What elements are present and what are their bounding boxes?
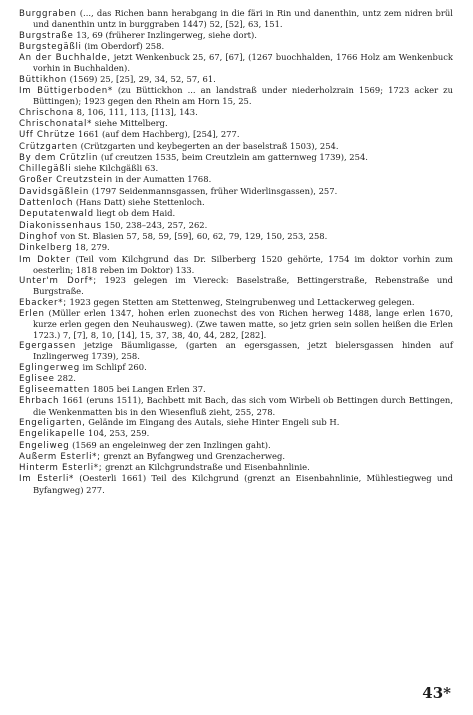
index-entry bbox=[19, 254, 453, 276]
index-entry bbox=[19, 440, 453, 451]
entry-text: Gelände im Eingang des Autals, siehe Hinter Engeli sub H. bbox=[85, 416, 340, 427]
index-entry bbox=[19, 107, 453, 118]
entry-text: jetzt Wenkenbuck 25, 67, [67], (1267 buochhalden, 1766 Holz am Wenkenbuck vorhin in Buchhalden). bbox=[33, 52, 454, 74]
entry-text: siehe Kilchgäßli 63. bbox=[71, 163, 159, 174]
index-entry bbox=[19, 220, 453, 231]
index-entry bbox=[19, 297, 453, 308]
index-entry bbox=[19, 395, 453, 417]
entry-term: Hinterm Esterli*; bbox=[19, 463, 103, 474]
index-entry bbox=[19, 85, 453, 107]
index-entry bbox=[19, 52, 453, 74]
index-entry bbox=[19, 462, 453, 473]
entry-text: 282. bbox=[54, 372, 76, 383]
index-entry bbox=[19, 231, 453, 242]
entry-term: Davidsgäßlein bbox=[19, 186, 90, 197]
index-entry bbox=[19, 186, 453, 197]
index-entry bbox=[19, 417, 453, 428]
entry-term: Uff Chrütze bbox=[19, 130, 76, 141]
index-entry bbox=[19, 141, 453, 152]
index-entry bbox=[19, 340, 453, 362]
index-entry bbox=[19, 308, 453, 340]
entry-text: 18, 279. bbox=[72, 242, 110, 253]
entry-term: Diakonissenhaus bbox=[19, 220, 102, 231]
entry-text: 104, 253, 259. bbox=[85, 428, 150, 439]
entry-term: Ebacker*; bbox=[19, 297, 67, 308]
index-entry bbox=[19, 362, 453, 373]
entry-text: (1569 an engeleinweg der zen Inzlingen gaht). bbox=[69, 439, 271, 450]
entry-text: 1923 gegen Stetten am Stettenweg, Steingrubenweg und Lettackerweg gelegen. bbox=[66, 296, 415, 307]
index-entry bbox=[19, 208, 453, 219]
entry-term: Unter'm Dorf*; bbox=[19, 276, 97, 287]
entry-text: 1923 gelegen im Viereck: Baselstraße, Bettingerstraße, Rebenstraße und Burgstraße. bbox=[33, 275, 454, 297]
entry-text: grenzt an Kilchgrundstraße und Eisenbahnlinie. bbox=[102, 462, 310, 473]
entry-term: By dem Crützlin bbox=[19, 152, 99, 163]
entry-term: Egergassen bbox=[19, 340, 76, 351]
entry-text: im Schlipf 260. bbox=[79, 361, 147, 372]
entry-term: Burgstraße bbox=[19, 30, 74, 41]
entry-text: von St. Blasien 57, 58, 59, [59], 60, 62, 79, 129, 150, 253, 258. bbox=[57, 230, 328, 241]
entry-term: Deputatenwald bbox=[19, 209, 94, 220]
entry-text: 8, 106, 111, 113, [113], 143. bbox=[74, 106, 198, 117]
entry-text: in der Aumatten 1768. bbox=[112, 174, 212, 185]
entry-text: (..., das Richen bann herabgang in die färi in Rin und danenthin, untz zem nidren brül und danenthin untz in burggraben 1447) 52, [52], 63, 151. bbox=[33, 8, 453, 30]
index-entry-list bbox=[19, 8, 453, 495]
index-entry bbox=[19, 242, 453, 253]
entry-text: (uf creutzen 1535, beim Creutzlein am gatternweg 1739), 254. bbox=[98, 151, 368, 162]
entry-text: (1569) 25, [25], 29, 34, 52, 57, 61. bbox=[66, 73, 216, 84]
index-entry bbox=[19, 74, 453, 85]
index-entry bbox=[19, 197, 453, 208]
entry-text: (zu Büttickhon ... an landstraß under niederholzrain 1569; 1723 acker zu Büttingen); 1923 gegen den Rhein am Horn 15, 25. bbox=[33, 85, 453, 107]
index-entry bbox=[19, 163, 453, 174]
index-entry bbox=[19, 8, 453, 30]
index-entry bbox=[19, 428, 453, 439]
entry-text: (Oesterli 1661) Teil des Kilchgrund (grenzt an Eisenbahnlinie, Mühlestiegweg und Byfangweg) 277. bbox=[33, 473, 453, 495]
index-entry bbox=[19, 118, 453, 129]
index-entry bbox=[19, 30, 453, 41]
entry-term: An der Buchhalde, bbox=[19, 53, 111, 64]
entry-term: Erlen bbox=[19, 309, 45, 320]
entry-term: Engeliweg bbox=[19, 440, 70, 451]
entry-term: Im Esterli* bbox=[19, 474, 75, 485]
entry-text: (Hans Datt) siehe Stettenloch. bbox=[73, 197, 205, 208]
entry-text: 1805 bei Langen Erlen 37. bbox=[89, 384, 206, 395]
entry-term: Burgstegäßli bbox=[19, 41, 82, 52]
entry-term: Im Büttigerboden* bbox=[19, 86, 113, 97]
index-entry bbox=[19, 275, 453, 297]
index-entry bbox=[19, 174, 453, 185]
entry-term: Dinkelberg bbox=[19, 243, 73, 254]
entry-term: Eglingerweg bbox=[19, 362, 80, 373]
entry-text: (Müller erlen 1347, hohen erlen zuonechst des von Richen herweg 1488, lange erlen 1670, kurze erlen gegen den Neuhausweg). (Zwe tawen matte, so jetz grien sein sollen heißen die Erlen 1723.) 7, [7], 8, 10, [14], 15, 37, 38, 40, 44, 282, [282]. bbox=[33, 308, 453, 340]
entry-term: Außerm Esterli*; bbox=[19, 451, 101, 462]
entry-term: Engeligarten, bbox=[19, 417, 86, 428]
index-entry bbox=[19, 373, 453, 384]
entry-term: Büttikhon bbox=[19, 74, 67, 85]
entry-term: Dinghof bbox=[19, 231, 58, 242]
index-entry bbox=[19, 473, 453, 495]
entry-text: (1797 Seidenmannsgassen, früher Widerlinsgassen), 257. bbox=[89, 185, 338, 196]
entry-term: Chillegäßli bbox=[19, 164, 72, 175]
entry-text: siehe Mittelberg. bbox=[92, 117, 168, 128]
entry-term: Engelikapelle bbox=[19, 429, 86, 440]
entry-text: 1661 (eruns 1511), Bachbett mit Bach, das sich vom Wirbeli ob Bettingen durch Bettingen, die Wenkenmatten bis in den Wiesenfluß zieht, 255, 278. bbox=[33, 395, 453, 417]
entry-text: (Crützgarten und keybegerten an der baselstraß 1503), 254. bbox=[77, 140, 339, 151]
entry-term: Crützgarten bbox=[19, 141, 78, 152]
entry-term: Chrischona bbox=[19, 107, 74, 118]
entry-term: Eglisee bbox=[19, 373, 55, 384]
entry-text: grenzt an Byfangweg und Grenzacherweg. bbox=[100, 450, 285, 461]
index-entry bbox=[19, 152, 453, 163]
entry-term: Egliseematten bbox=[19, 385, 90, 396]
entry-text: (im Oberdorf) 258. bbox=[81, 40, 165, 51]
entry-text: (Teil vom Kilchgrund das Dr. Silberberg 1520 gehörte, 1754 im doktor vorhin zum oesterlin; 1818 reben im Doktor) 133. bbox=[33, 253, 453, 275]
entry-term: Im Dokter bbox=[19, 254, 71, 265]
entry-text: 150, 238–243, 257, 262. bbox=[101, 219, 208, 230]
entry-term: Burggraben bbox=[19, 9, 77, 19]
entry-term: Chrischonatal* bbox=[19, 118, 93, 129]
index-entry bbox=[19, 41, 453, 52]
entry-text: jetzige Bäumligasse, (garten an egersgassen, jetzt bielersgassen hinden auf Inzlingerweg 1739), 258. bbox=[33, 339, 453, 362]
index-entry bbox=[19, 129, 453, 140]
entry-text: 13, 69 (früherer Inzlingerweg, siehe dort). bbox=[73, 29, 257, 40]
page-number: 43* bbox=[422, 684, 451, 702]
index-entry bbox=[19, 384, 453, 395]
index-entry bbox=[19, 451, 453, 462]
entry-text: liegt ob dem Haid. bbox=[93, 208, 176, 219]
entry-term: Großer Creutzstein bbox=[19, 175, 113, 186]
entry-text: 1661 (auf dem Hachberg), [254], 277. bbox=[75, 129, 240, 140]
entry-term: Dattenloch bbox=[19, 198, 74, 209]
entry-term: Ehrbach bbox=[19, 396, 60, 407]
